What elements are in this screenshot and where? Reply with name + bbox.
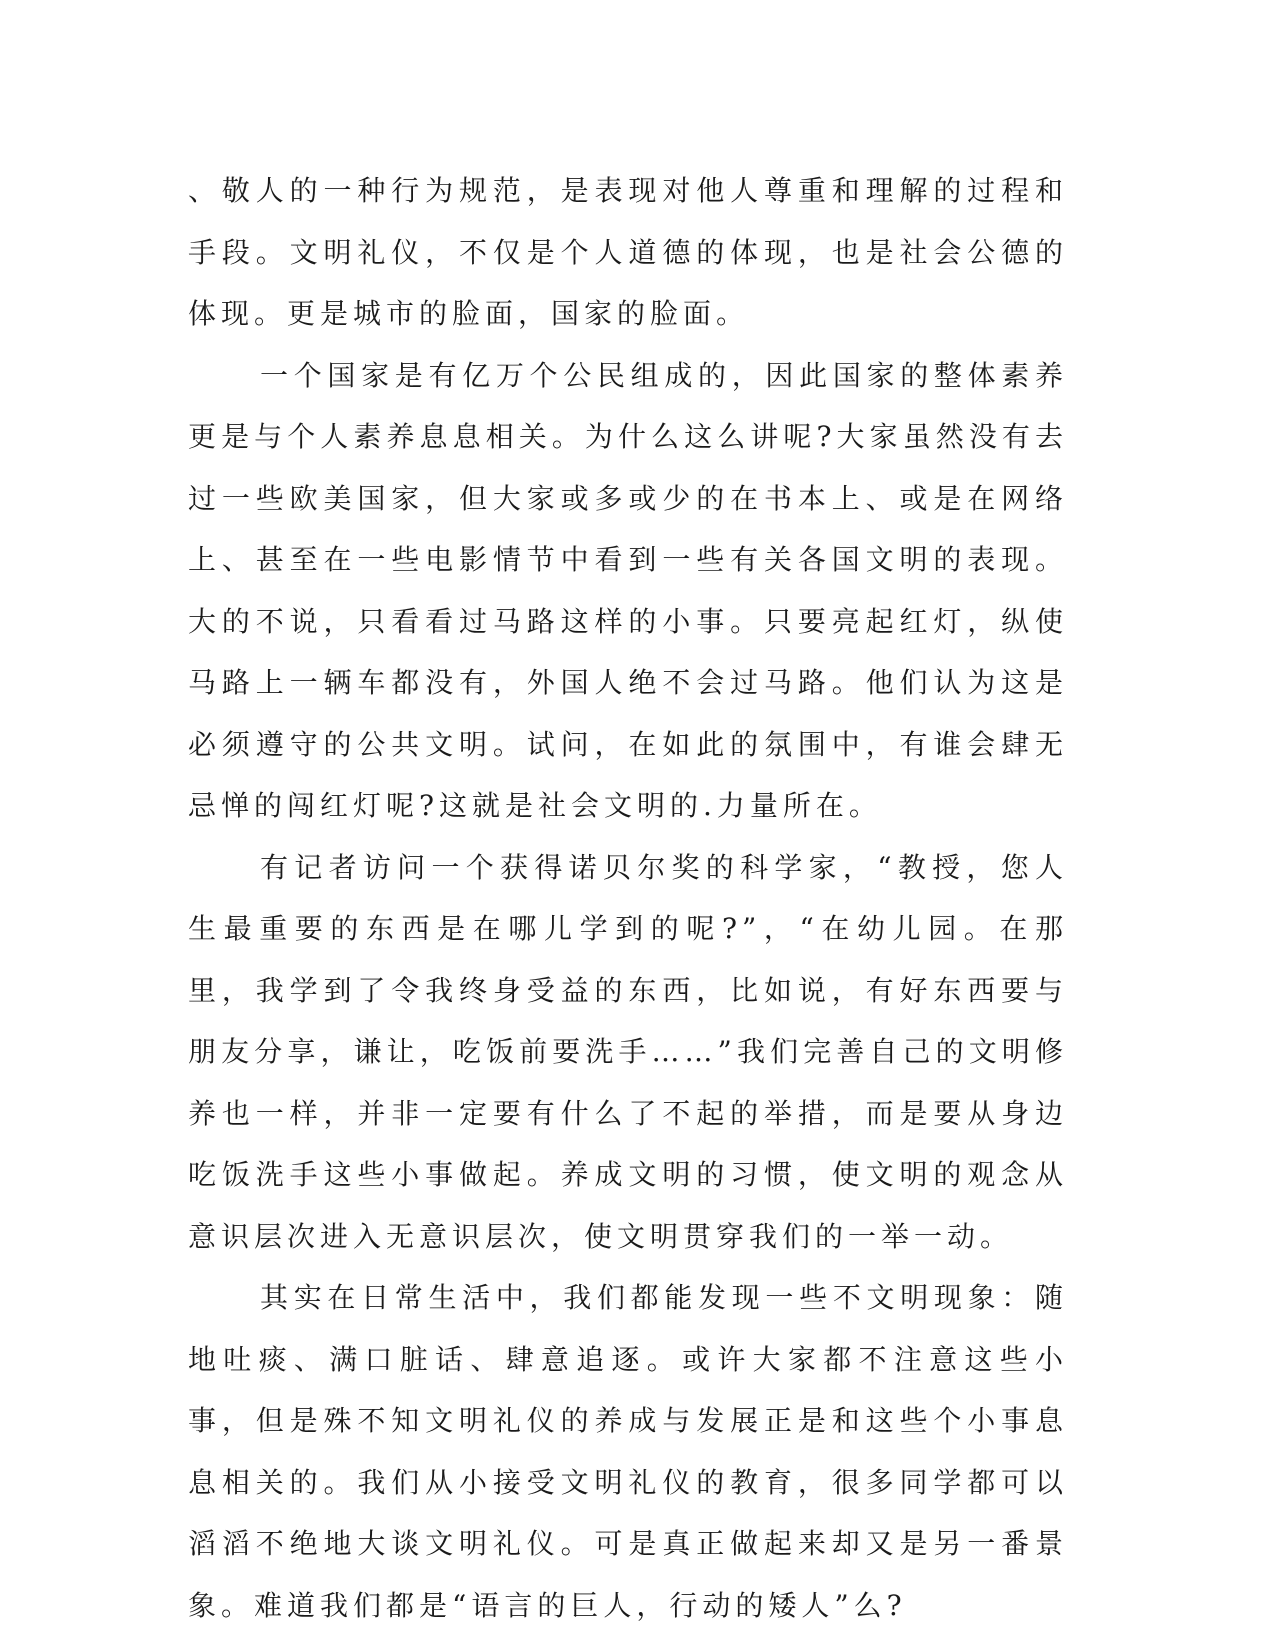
paragraph-1: 、敬人的一种行为规范，是表现对他人尊重和理解的过程和手段。文明礼仪，不仅是个人道德的体现，也是社会公德的体现。更是城市的脸面，国家的脸面。 xyxy=(188,174,1068,330)
paragraph-2: 一个国家是有亿万个公民组成的，因此国家的整体素养更是与个人素养息息相关。为什么这么讲呢?大家虽然没有去过一些欧美国家，但大家或多或少的在书本上、或是在网络上、甚至在一些电影情节中看到一些有关各国文明的表现。大的不说，只看看过马路这样的小事。只要亮起红灯，纵使马路上一辆车都没有，外国人绝不会过马路。他们认为这是必须遵守的公共文明。试问，在如此的氛围中，有谁会肆无忌惮的闯红灯呢?这就是社会文明的.力量所在。 xyxy=(188,358,1068,822)
paragraph-4: 其实在日常生活中，我们都能发现一些不文明现象：随地吐痰、满口脏话、肆意追逐。或许大家都不注意这些小事，但是殊不知文明礼仪的养成与发展正是和这些个小事息息相关的。我们从小接受文明礼仪的教育，很多同学都可以滔滔不绝地大谈文明礼仪。可是真正做起来却又是另一番景象。难道我们都是“语言的巨人，行动的矮人”么? xyxy=(188,1281,1068,1622)
document-body xyxy=(188,160,1068,1636)
paragraph-3: 有记者访问一个获得诺贝尔奖的科学家，“教授，您人生最重要的东西是在哪儿学到的呢?”，“在幼儿园。在那里，我学到了令我终身受益的东西，比如说，有好东西要与朋友分享，谦让，吃饭前要洗手……”我们完善自己的文明修养也一样，并非一定要有什么了不起的举措，而是要从身边吃饭洗手这些小事做起。养成文明的习惯，使文明的观念从意识层次进入无意识层次，使文明贯穿我们的一举一动。 xyxy=(188,850,1068,1253)
